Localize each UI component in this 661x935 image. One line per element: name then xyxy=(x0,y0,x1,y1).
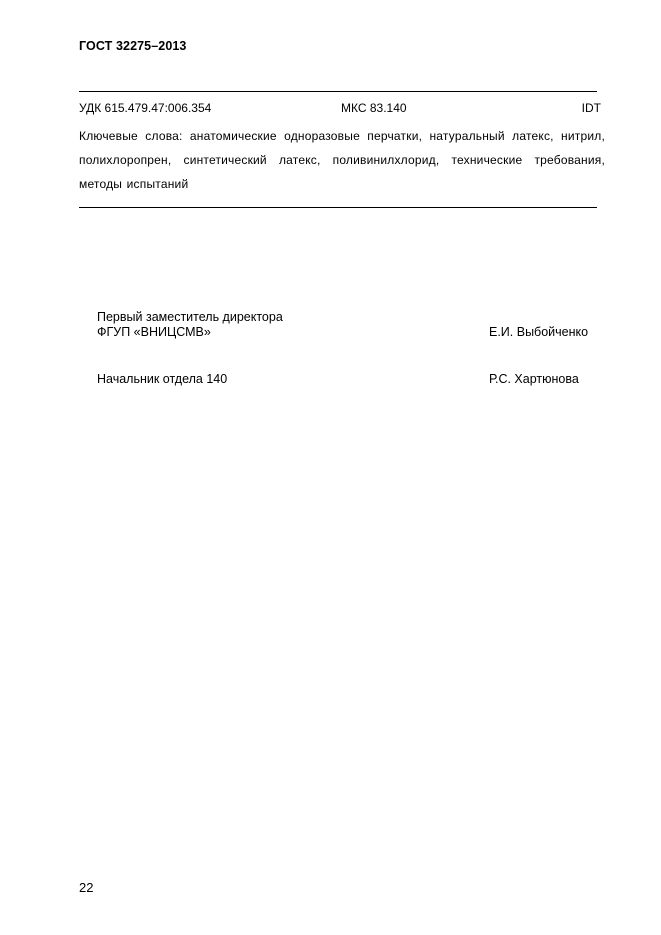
divider-top xyxy=(79,91,597,92)
signer-1-title-line2: ФГУП «ВНИЦСМВ» xyxy=(97,325,211,339)
mks-code: МКС 83.140 xyxy=(341,101,407,115)
signer-2-title: Начальник отдела 140 xyxy=(97,372,228,386)
keywords-paragraph: Ключевые слова: анатомические одноразовые перчатки, натуральный латекс, нитрил, полихлоропрен, синтетический латекс, поливинилхлорид, технические требования, методы испытаний xyxy=(79,129,605,191)
signer-1-name: Е.И. Выбойченко xyxy=(489,325,589,339)
divider-bottom xyxy=(79,207,597,208)
signer-1-title-line1: Первый заместитель директора xyxy=(97,310,283,324)
signer-2-name: Р.С. Хартюнова xyxy=(489,372,579,386)
udk-code: УДК 615.479.47:006.354 xyxy=(79,101,212,115)
document-code: ГОСТ 32275–2013 xyxy=(79,39,187,53)
page-number: 22 xyxy=(79,880,94,895)
classification-row xyxy=(79,101,601,117)
equivalence-degree: IDT xyxy=(581,101,601,115)
